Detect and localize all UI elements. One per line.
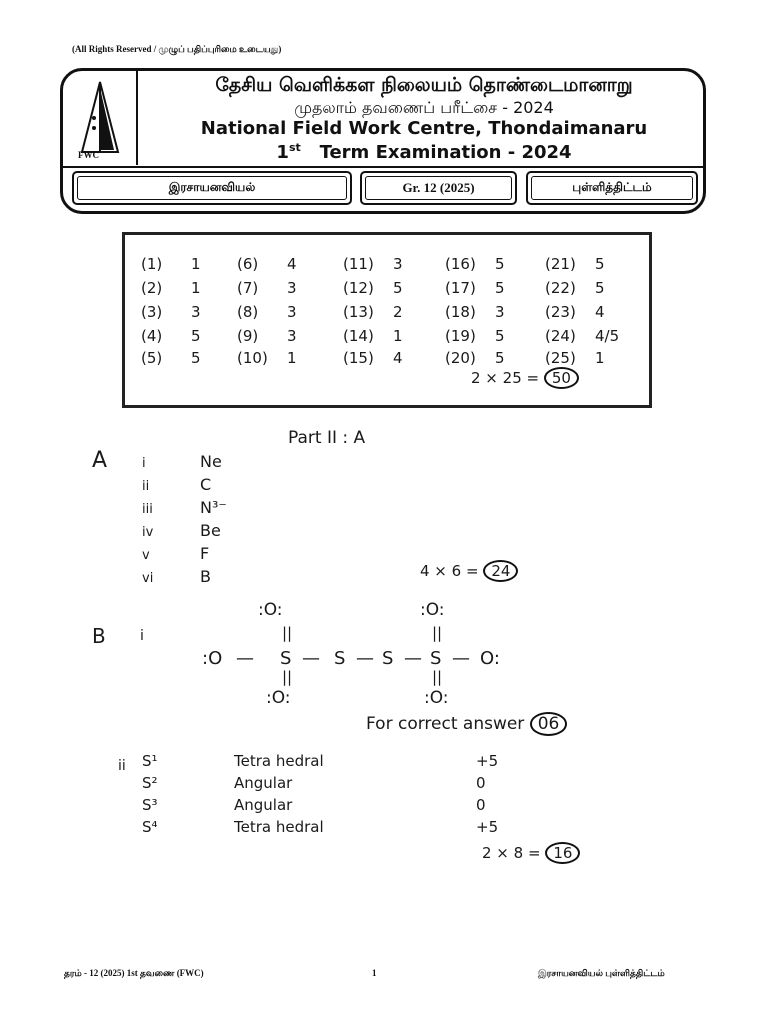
answer-question-number: (8) [237,303,259,321]
answer-choice: 3 [287,303,297,321]
double-bond-bottom-2: || [432,668,443,686]
mcq-answer-box [122,232,652,408]
oxygen-top-1: :O: [258,600,283,620]
section-a-row-answer: B [200,567,211,586]
answer-choice: 3 [393,255,403,273]
section-b-part-ii: ii [118,758,126,774]
section-b-total [482,842,580,864]
sulfur-4: S [430,648,442,669]
answer-question-number: (1) [141,255,163,273]
answer-question-number: (13) [343,303,374,321]
exam-term-sup: st [288,141,301,154]
answer-question-number: (14) [343,327,374,345]
answer-question-number: (16) [445,255,476,273]
section-b-atom: S⁴ [142,818,158,836]
section-a-row [142,567,342,586]
answer-choice: 4 [287,255,297,273]
section-a-label: A [92,448,108,473]
answer-question-number: (11) [343,255,374,273]
scheme-label: புள்ளித்திட்டம் [572,180,652,194]
answer-question-number: (5) [141,349,163,367]
subject-box [72,171,352,205]
bond-s3-s4: — [404,648,422,669]
bond-s1-s2: — [302,648,320,669]
answer-choice: 3 [287,279,297,297]
section-a-score: 24 [483,560,518,582]
section-a-row-number: iv [142,525,154,540]
answer-choice: 4 [595,303,605,321]
logo-divider [136,70,138,165]
rights-notice: (All Rights Reserved / முழுப் பதிப்புரிமை உடையது) [72,44,282,54]
correct-answer-text: For correct answer [366,714,525,734]
scheme-box [526,171,698,205]
section-b-atom: S¹ [142,752,158,770]
answer-choice: 1 [191,279,201,297]
bond-o-s1: — [236,648,254,669]
oxygen-left: :O [202,648,223,669]
answer-question-number: (25) [545,349,576,367]
title-tamil: தேசிய வெளிக்கள நிலையம் தொண்டைமானாறு [215,74,633,96]
correct-answer-score: 06 [530,712,568,736]
section-a-row [142,521,342,540]
section-a-row-number: i [142,456,146,471]
answer-choice: 5 [495,255,505,273]
answer-choice: 4/5 [595,327,620,345]
answer-choice: 5 [595,279,605,297]
answer-choice: 1 [287,349,297,367]
footer-right: இரசாயனவியல் புள்ளித்திட்டம் [538,968,665,978]
section-a-row-number: vi [142,571,154,586]
section-b-shape: Angular [234,796,293,814]
answer-choice: 3 [495,303,505,321]
answer-choice: 1 [191,255,201,273]
section-b-part-i: i [140,628,144,644]
answer-choice: 5 [495,327,505,345]
section-a-row-answer: C [200,475,212,494]
section-b-charge: +5 [476,752,499,770]
answer-question-number: (23) [545,303,576,321]
answer-choice: 1 [595,349,605,367]
answer-question-number: (19) [445,327,476,345]
exam-english [150,141,698,163]
answer-choice: 5 [495,349,505,367]
part-heading: Part II : A [288,428,366,448]
section-a-row-number: ii [142,479,150,494]
grade-box [360,171,517,205]
answer-choice: 5 [191,349,201,367]
title-english: National Field Work Centre, Thondaimanaru [200,118,648,139]
answer-question-number: (6) [237,255,259,273]
section-b-score: 16 [545,842,580,864]
answer-question-number: (24) [545,327,576,345]
section-b-atom: S³ [142,796,158,814]
section-a-row-answer: Ne [200,452,222,471]
mcq-total-score: 50 [544,367,579,389]
answer-question-number: (3) [141,303,163,321]
grade-label: Gr. 12 (2025) [402,180,475,195]
double-bond-top-1: || [282,624,293,642]
answer-choice: 3 [287,327,297,345]
answer-question-number: (7) [237,279,259,297]
footer-left: தரம் - 12 (2025) 1st தவணை (FWC) [64,968,204,978]
footer-page: 1 [372,968,377,978]
section-b-shape: Angular [234,774,293,792]
answer-choice: 5 [595,255,605,273]
sulfur-2: S [334,648,346,669]
answer-question-number: (4) [141,327,163,345]
answer-question-number: (17) [445,279,476,297]
sulfur-3: S [382,648,394,669]
answer-question-number: (15) [343,349,374,367]
double-bond-bottom-1: || [282,668,293,686]
answer-question-number: (9) [237,327,259,345]
section-b-charge: +5 [476,818,499,836]
double-bond-top-2: || [432,624,443,642]
logo-label: FWC [78,150,99,160]
answer-choice: 5 [393,279,403,297]
section-b-calc: 2 × 8 = [482,844,541,862]
section-a-row [142,475,342,494]
answer-question-number: (2) [141,279,163,297]
section-b-charge: 0 [476,796,486,814]
exam-term-text: Term Examination - 2024 [319,142,572,163]
oxygen-bottom-1: :O: [266,688,291,708]
section-a-row-answer: Be [200,521,221,540]
section-b-charge: 0 [476,774,486,792]
section-a-calc: 4 × 6 = [420,562,479,580]
section-a-row [142,544,342,563]
answer-question-number: (10) [237,349,268,367]
answer-choice: 4 [393,349,403,367]
answer-question-number: (22) [545,279,576,297]
answer-choice: 1 [393,327,403,345]
correct-answer-note [366,712,567,736]
oxygen-top-2: :O: [420,600,445,620]
answer-question-number: (12) [343,279,374,297]
answer-choice: 3 [191,303,201,321]
section-b-label: B [92,624,106,648]
section-a-row-number: v [142,548,150,563]
oxygen-right: O: [480,648,500,669]
sulfur-1: S [280,648,292,669]
section-a-row [142,452,342,471]
exam-term-num: 1 [276,142,289,163]
subject-label: இரசாயனவியல் [168,180,256,194]
oxygen-bottom-2: :O: [424,688,449,708]
section-b-shape: Tetra hedral [234,752,324,770]
section-b-atom: S² [142,774,158,792]
section-a-total [420,560,518,582]
answer-question-number: (18) [445,303,476,321]
bond-s2-s3: — [356,648,374,669]
header-divider [62,166,704,168]
answer-choice: 5 [495,279,505,297]
section-a-row-answer: F [200,544,210,563]
bond-s4-o: — [452,648,470,669]
answer-choice: 5 [191,327,201,345]
section-a-row-number: iii [142,502,153,517]
mcq-total [471,367,579,389]
answer-choice: 2 [393,303,403,321]
exam-tamil: முதலாம் தவணைப் பரீட்சை - 2024 [294,98,554,117]
section-a-row-answer: N³⁻ [200,498,227,517]
section-b-shape: Tetra hedral [234,818,324,836]
answer-question-number: (20) [445,349,476,367]
answer-question-number: (21) [545,255,576,273]
mcq-total-calc: 2 × 25 = [471,369,540,387]
section-a-row [142,498,342,517]
